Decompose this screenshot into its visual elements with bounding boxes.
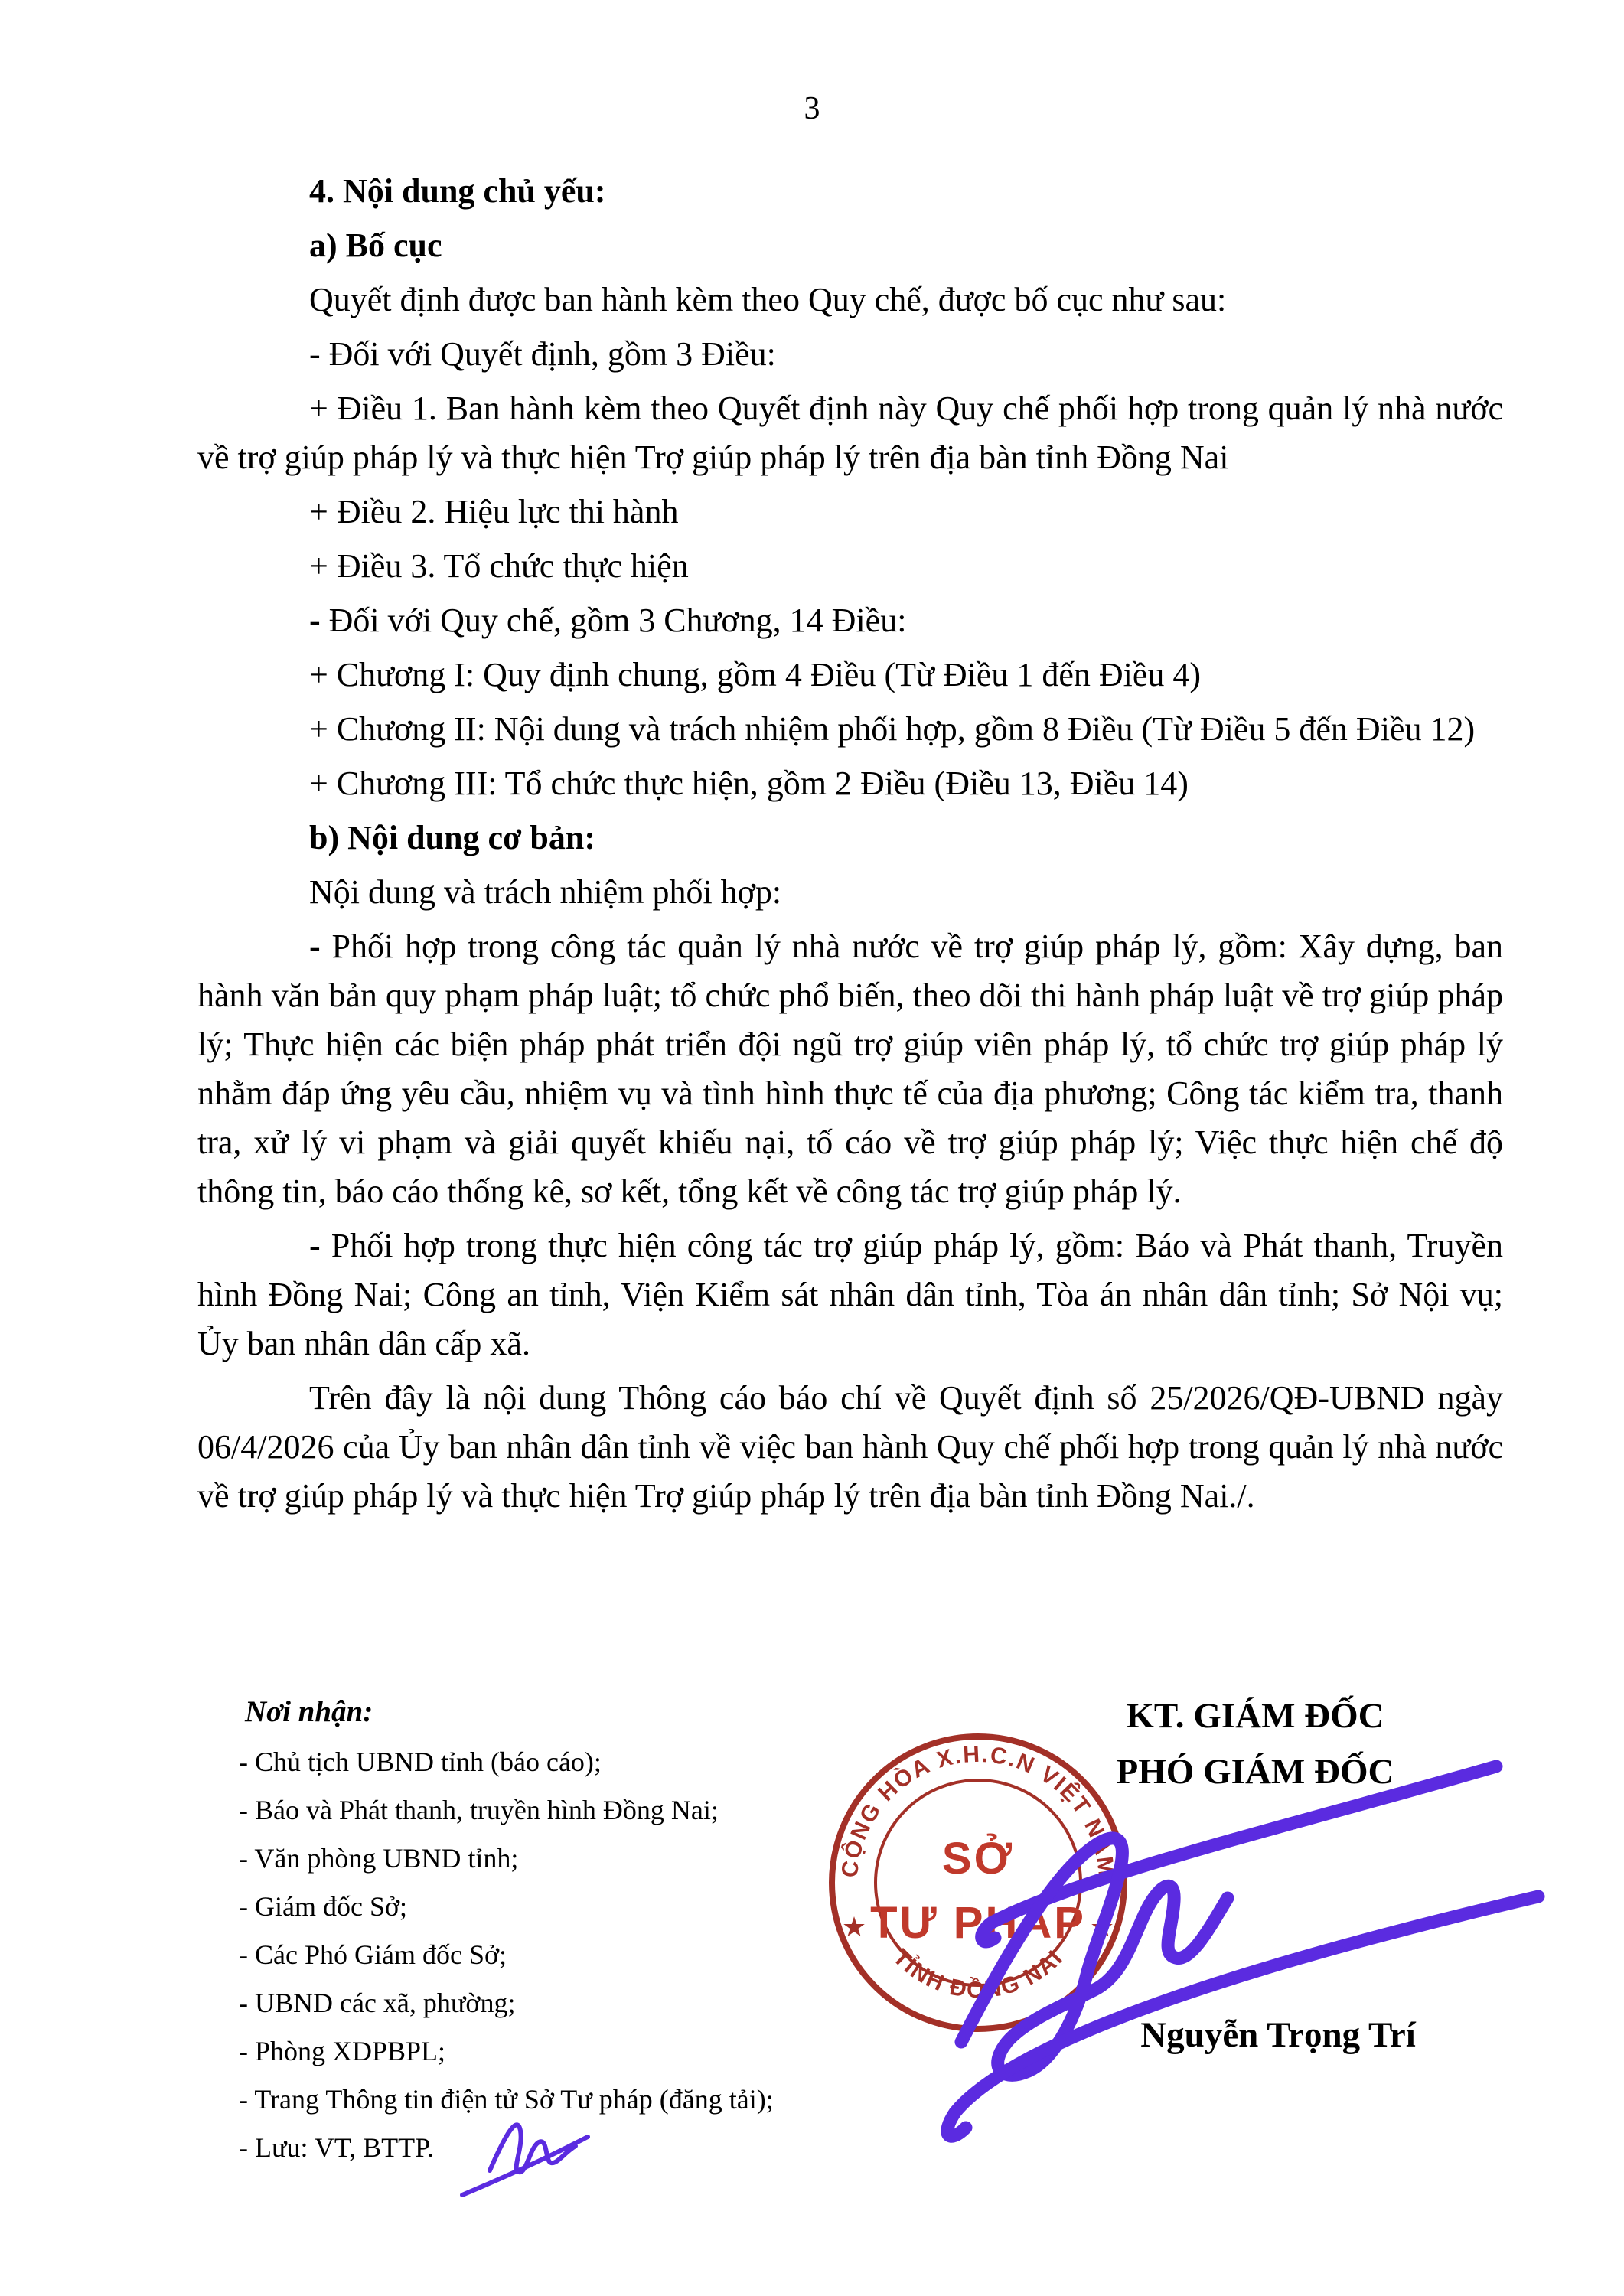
para-dieu-3: + Điều 3. Tổ chức thực hiện — [309, 547, 689, 585]
document-body — [197, 167, 1503, 1526]
signer-titles — [995, 1688, 1515, 1800]
recipient-item: - Giám đốc Sở; — [239, 1891, 408, 1922]
recipient-item: - Phòng XDPBPL; — [239, 2036, 446, 2066]
recipients-label: Nơi nhận: — [245, 1695, 373, 1728]
heading-noi-dung-co-ban: b) Nội dung cơ bản: — [309, 819, 596, 856]
heading-noi-dung-chu-yeu: 4. Nội dung chủ yếu: — [309, 172, 606, 210]
para-dieu-1: + Điều 1. Ban hành kèm theo Quyết định này Quy chế phối hợp trong quản lý nhà nước về trợ giúp pháp lý và thực hiện Trợ giúp pháp lý trên địa bàn tỉnh Đồng Nai — [197, 390, 1503, 476]
para-noi-dung-trach-nhiem: Nội dung và trách nhiệm phối hợp: — [309, 873, 782, 911]
heading-bo-cuc: a) Bố cục — [309, 227, 442, 264]
stamp-arc-top-text: CỘNG HÒA X.H.C.N VIỆT NAM — [836, 1741, 1120, 1879]
para-phoi-hop-quan-ly: - Phối hợp trong công tác quản lý nhà nước về trợ giúp pháp lý, gồm: Xây dựng, ban hành văn bản quy phạm pháp luật; tổ chức phổ biến, theo dõi thi hành pháp luật về trợ giúp pháp lý; Thực hiện các biện pháp phát triển đội ngũ trợ giúp viên pháp lý, tổ chức trợ giúp pháp lý nhằm đáp ứng yêu cầu, nhiệm vụ và tình hình thực tế của địa phương; Công tác kiểm tra, thanh tra, xử lý vi phạm và giải quyết khiếu nại, tố cáo về trợ giúp pháp lý; Việc thực hiện chế độ thông tin, báo cáo thống kê, sơ kết, tổng kết về công tác trợ giúp pháp lý. — [197, 928, 1503, 1210]
recipient-item: - Văn phòng UBND tỉnh; — [239, 1843, 519, 1874]
para-doi-voi-quyet-dinh: - Đối với Quyết định, gồm 3 Điều: — [309, 335, 776, 373]
recipient-item: - Chủ tịch UBND tỉnh (báo cáo); — [239, 1746, 602, 1777]
recipient-item: - Lưu: VT, BTTP. — [239, 2132, 435, 2163]
para-bo-cuc-intro: Quyết định được ban hành kèm theo Quy chế, được bố cục như sau: — [309, 281, 1227, 318]
para-chuong-3: + Chương III: Tổ chức thực hiện, gồm 2 Điều (Điều 13, Điều 14) — [309, 765, 1189, 802]
para-dieu-2: + Điều 2. Hiệu lực thi hành — [309, 493, 679, 530]
para-doi-voi-quy-che: - Đối với Quy chế, gồm 3 Chương, 14 Điều: — [309, 602, 907, 639]
recipient-item: - Báo và Phát thanh, truyền hình Đồng Nai; — [239, 1795, 719, 1825]
para-phoi-hop-thuc-hien: - Phối hợp trong thực hiện công tác trợ giúp pháp lý, gồm: Báo và Phát thanh, Truyền hình Đồng Nai; Công an tỉnh, Viện Kiểm sát nhân dân tỉnh, Tòa án nhân dân tỉnh; Sở Nội vụ; Ủy ban nhân dân cấp xã. — [197, 1227, 1503, 1362]
para-chuong-2: + Chương II: Nội dung và trách nhiệm phối hợp, gồm 8 Điều (Từ Điều 5 đến Điều 12) — [309, 710, 1476, 748]
recipient-item: - Trang Thông tin điện tử Sở Tư pháp (đăng tải); — [239, 2084, 774, 2115]
signer-title-kt-giam-doc: KT. GIÁM ĐỐC — [1126, 1696, 1384, 1736]
stamp-center-line2: TƯ PHÁP — [870, 1898, 1086, 1948]
stamp-center-line1: SỞ — [941, 1834, 1015, 1883]
recipients-block — [239, 1694, 928, 2172]
signer-name: Nguyễn Trọng Trí — [1140, 2015, 1416, 2055]
stamp-arc-bottom-text: TỈNH ĐỒNG NAI — [888, 1944, 1068, 2004]
para-tren-day-ket-luan: Trên đây là nội dung Thông cáo báo chí về Quyết định số 25/2026/QĐ-UBND ngày 06/4/2026 của Ủy ban nhân dân tỉnh về việc ban hành Quy chế phối hợp trong quản lý nhà nước về trợ giúp pháp lý và thực hiện Trợ giúp pháp lý trên địa bàn tỉnh Đồng Nai./. — [197, 1379, 1503, 1515]
signer-title-pho-giam-doc: PHÓ GIÁM ĐỐC — [1116, 1752, 1394, 1792]
stamp-star-left-icon: ★ — [841, 1912, 867, 1943]
page-number: 3 — [804, 91, 820, 126]
stamp-star-right-icon: ★ — [1089, 1912, 1115, 1943]
recipient-item: - Các Phó Giám đốc Sở; — [239, 1939, 507, 1970]
para-chuong-1: + Chương I: Quy định chung, gồm 4 Điều (Từ Điều 1 đến Điều 4) — [309, 656, 1202, 693]
recipient-item: - UBND các xã, phường; — [239, 1988, 516, 2018]
